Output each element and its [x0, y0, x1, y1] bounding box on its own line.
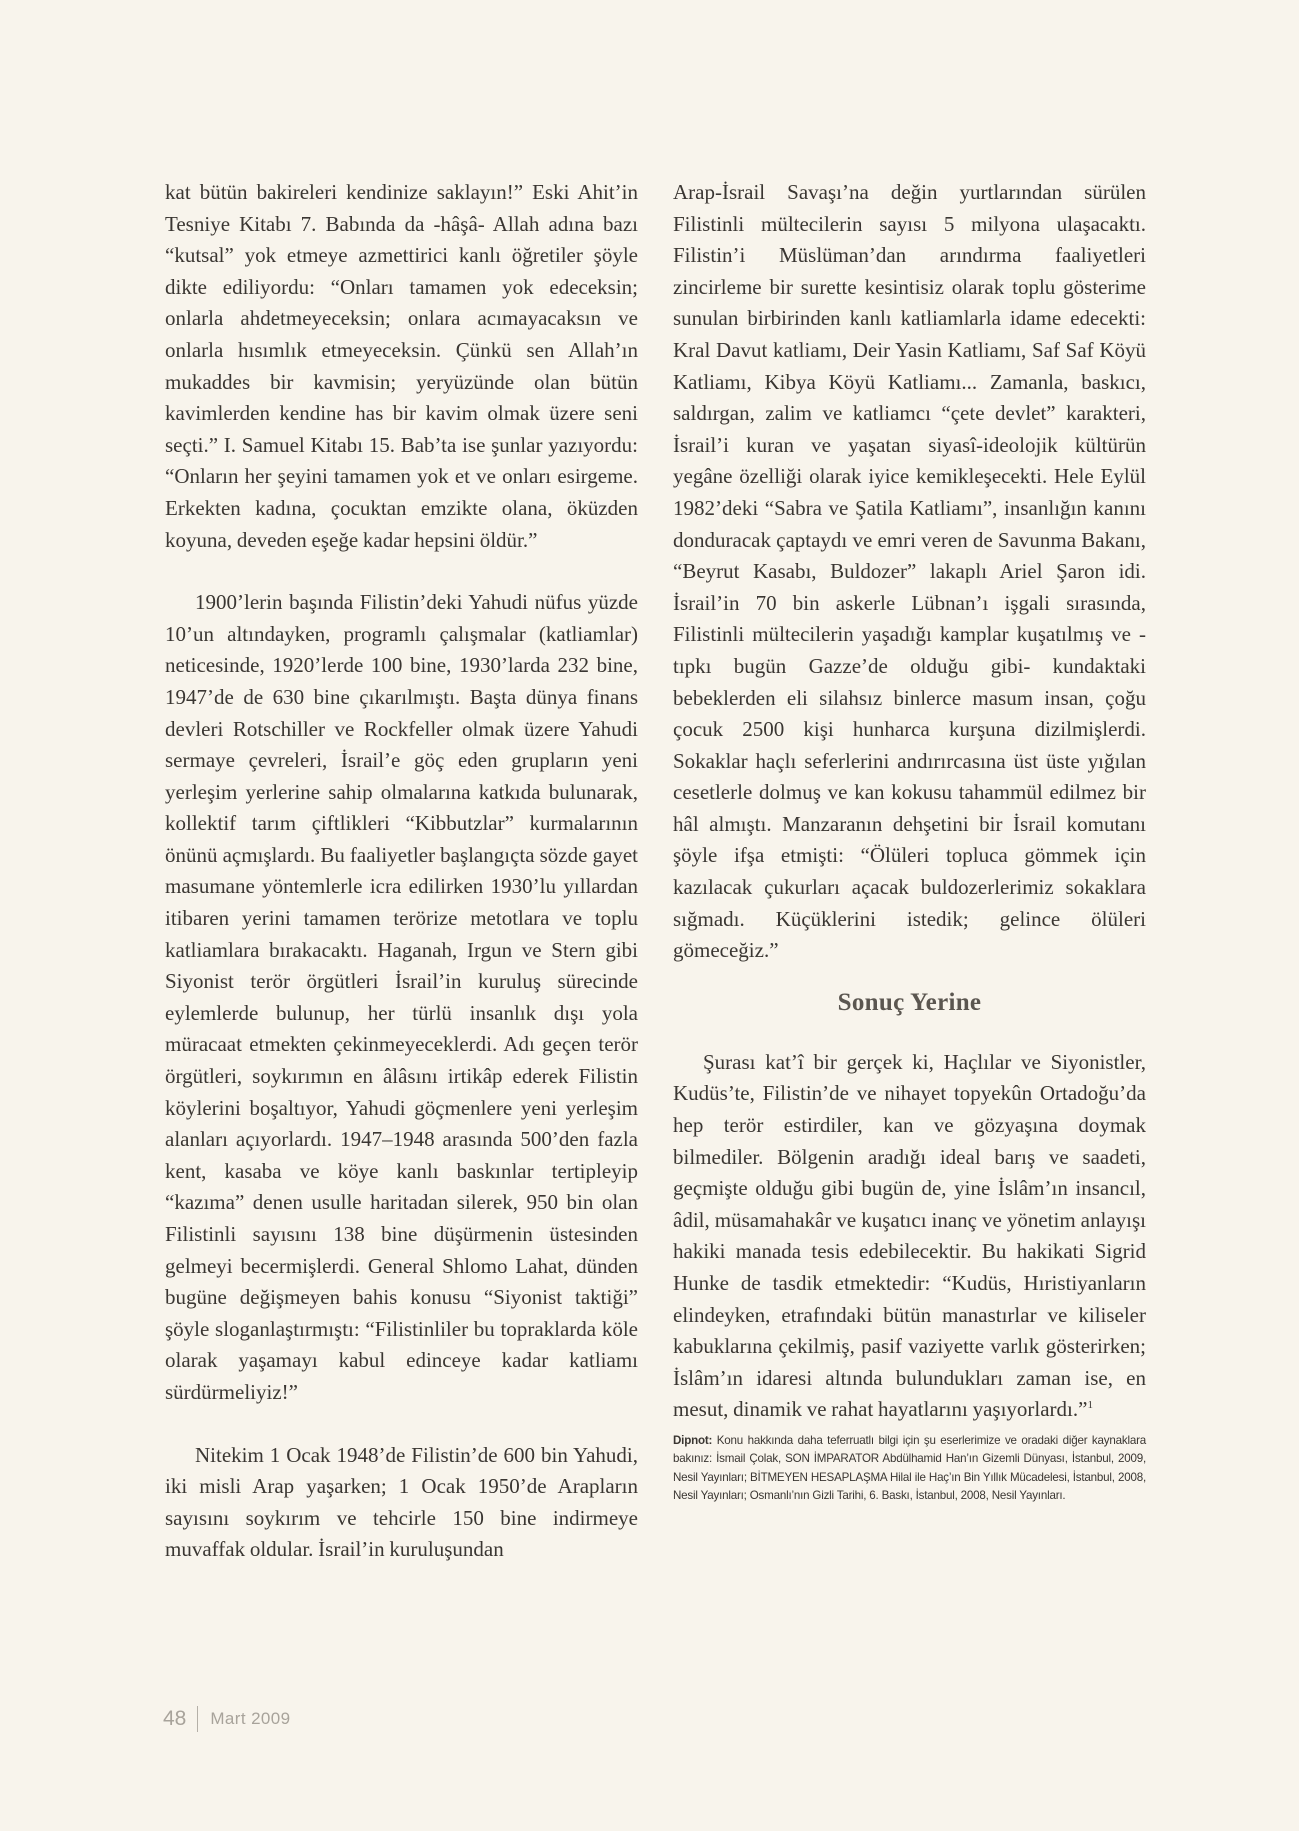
body-paragraph: Arap-İsrail Savaşı’na değin yurtlarından sürülen Filistinli mültecilerin sayısı 5 milyona ulaşacaktı. Filistin’i Müslüman’dan arındırma faaliyetleri zincirleme bir surette kesintisiz olarak toplu gösterime sunulan birbirinden kanlı katliamlarla idame edecekti: Kral Davut katliamı, Deir Yasin Katliamı, Saf Saf Köyü Katliamı, Kibya Köyü Katliamı... Zamanla, baskıcı, saldırgan, zalim ve katliamcı “çete devlet” karakteri, İsrail’i kuran ve yaşatan siyasî-ideolojik kültürün yegâne özelliği olarak iyice kemikleşecekti. Hele Eylül 1982’deki “Sabra ve Şatila Katliamı”, insanlığın kanını donduracak çaptaydı ve emri veren de Savunma Bakanı, “Beyrut Kasabı, Buldozer” lakaplı Ariel Şaron idi. İsrail’in 70 bin askerle Lübnan’ı işgali sırasında, Filistinli mültecilerin yaşadığı kamplar kuşatılmış ve -tıpkı bugün Gazze’de olduğu gibi- kundaktaki bebeklerden eli silahsız binlerce masum insan, çoğu çocuk 2500 kişi hunharca kurşuna dizilmişlerdi. Sokaklar haçlı seferlerini andırırcasına üst üste yığılan cesetlerle dolmuş ve kan kokusu tahammül edilmez bir hâl almıştı. Manzaranın dehşetini bir İsrail komutanı şöyle ifşa etmişti: “Ölüleri topluca gömmek için kazılacak çukurları açacak buldozerlerimiz sokaklara sığmadı. Küçüklerini istedik; gelince ölüleri gömeceğiz.” [673, 180, 1146, 963]
footnote-text: Konu hakkında daha teferruatlı bilgi için şu eserlerimize ve oradaki diğer kaynaklara bakınız: İsmail Çolak, SON İMPARATOR Abdülhamid Han’ın Gizemli Dünyası, İstanbul, 2009, Nesil Yayınları; BİTMEYEN HESAPLAŞMA Hilal ile Haç’ın Bin Yıllık Mücadelesi, İstanbul, 2008, Nesil Yayınları; Osmanlı’nın Gizli Tarihi, 6. Baskı, İstanbul, 2008, Nesil Yayınları. [673, 1433, 1146, 1503]
folio-divider [197, 1706, 198, 1732]
page-number: 48 [163, 1707, 187, 1730]
body-paragraph: Nitekim 1 Ocak 1948’de Filistin’de 600 bin Yahudi, iki misli Arap yaşarken; 1 Ocak 1950’de Arapların sayısını soykırım ve tehcirle 150 bine indirmeye muvaffak oldular. İsrail’in kuruluşundan [165, 1442, 638, 1562]
page-folio [163, 1706, 291, 1732]
body-paragraph: kat bütün bakireleri kendinize saklayın!” Eski Ahit’in Tesniye Kitabı 7. Babında da -hâşâ- Allah adına bazı “kutsal” yok etmeye azmettirici kanlı öğretiler şöyle dikte ediliyordu: “Onları tamamen yok edeceksin; onlarla ahdetmeyeceksin; onlara acımayacaksın ve onlarla hısımlık etmeyeceksin. Çünkü sen Allah’ın mukaddes bir kavmisin; yeryüzünde olan bütün kavimlerden kendine has bir kavim olmak üzere seni seçti.” I. Samuel Kitabı 15. Bab’ta ise şunlar yazıyordu: “Onların her şeyini tamamen yok et ve onları esirgeme. Erkekten kadına, çocuktan emzikte olana, öküzden koyuna, deveden eşeğe kadar hepsini öldür.” [165, 180, 638, 552]
paragraph-gap [165, 1409, 638, 1440]
body-paragraph: 1900’lerin başında Filistin’deki Yahudi nüfus yüzde 10’un altındayken, programlı çalışmalar (katliamlar) neticesinde, 1920’lerde 100 bine, 1930’larda 232 bine, 1947’de de 630 bine çıkarılmıştı. Başta dünya finans devleri Rotschiller ve Rockfeller olmak üzere Yahudi sermaye çevreleri, İsrail’e göç eden grupların yeni yerleşim yerlerine sahip olmalarına katkıda bulunarak, kollektif tarım çiftlikleri “Kibbutzlar” kurmalarının önünü açmışlardı. Bu faaliyetler başlangıçta sözde gayet masumane yöntemlerle icra edilirken 1930’lu yıllardan itibaren yerini tamamen terörize metotlara ve toplu katliamlara bırakacaktı. Haganah, Irgun ve Stern gibi Siyonist terör örgütleri İsrail’in kuruluş sürecinde eylemlerde bulunup, her türlü insanlık dışı yola müracaat etmekten çekinmeyeceklerdi. Adı geçen terör örgütleri, soykırımın en âlâsını irtikâp ederek Filistin köylerini boşaltıyor, Yahudi göçmenlere yeni yerleşim alanları açıyorlardı. 1947–1948 arasında 500’den fazla kent, kasaba ve köye kanlı baskınlar tertipleyip “kazıma” denen usulle haritadan silerek, 950 bin olan Filistinli sayısını 138 bine düşürmenin üstesinden gelmeyi becermişlerdi. General Shlomo Lahat, dünden bugüne değişmeyen bahis konusu “Siyonist taktiği” şöyle sloganlaştırmıştı: “Filistinliler bu topraklarda köle olarak yaşamayı kabul edinceye kadar katliamı sürdürmeliyiz!” [165, 590, 638, 1404]
footnote [673, 1432, 1146, 1506]
paragraph-text: Şurası kat’î bir gerçek ki, Haçlılar ve Siyonistler, Kudüs’te, Filistin’de ve nihayet topyekûn Ortadoğu’da hep terör estirdiler, kan ve gözyaşına doymak bilmediler. Bölgenin aradığı ideal barış ve saadeti, geçmişte olduğu gibi bugün de, yine İslâm’ın insancıl, âdil, müsamahakâr ve kuşatıcı inanç ve yönetim anlayışı hakiki manada tesis edebilecektir. Bu hakikati Sigrid Hunke de tasdik etmektedir: “Kudüs, Hıristiyanların elindeyken, etrafındaki bütün manastırlar ve kiliseler kabuklarına çekilmiş, pasif vaziyette varlık gösterirken; İslâm’ın idaresi altında bulundukları zaman ise, en mesut, dinamik ve rahat hayatlarını yaşıyorlardı.” [673, 1049, 1146, 1422]
body-paragraph [673, 1047, 1146, 1426]
footnote-label: Dipnot: [673, 1433, 713, 1447]
footnote-marker: 1 [1087, 1399, 1093, 1412]
section-heading: Sonuç Yerine [837, 988, 982, 1016]
paragraph-gap [165, 556, 638, 587]
issue-date: Mart 2009 [210, 1709, 291, 1728]
right-column [673, 177, 1146, 1506]
left-column [165, 177, 638, 1566]
